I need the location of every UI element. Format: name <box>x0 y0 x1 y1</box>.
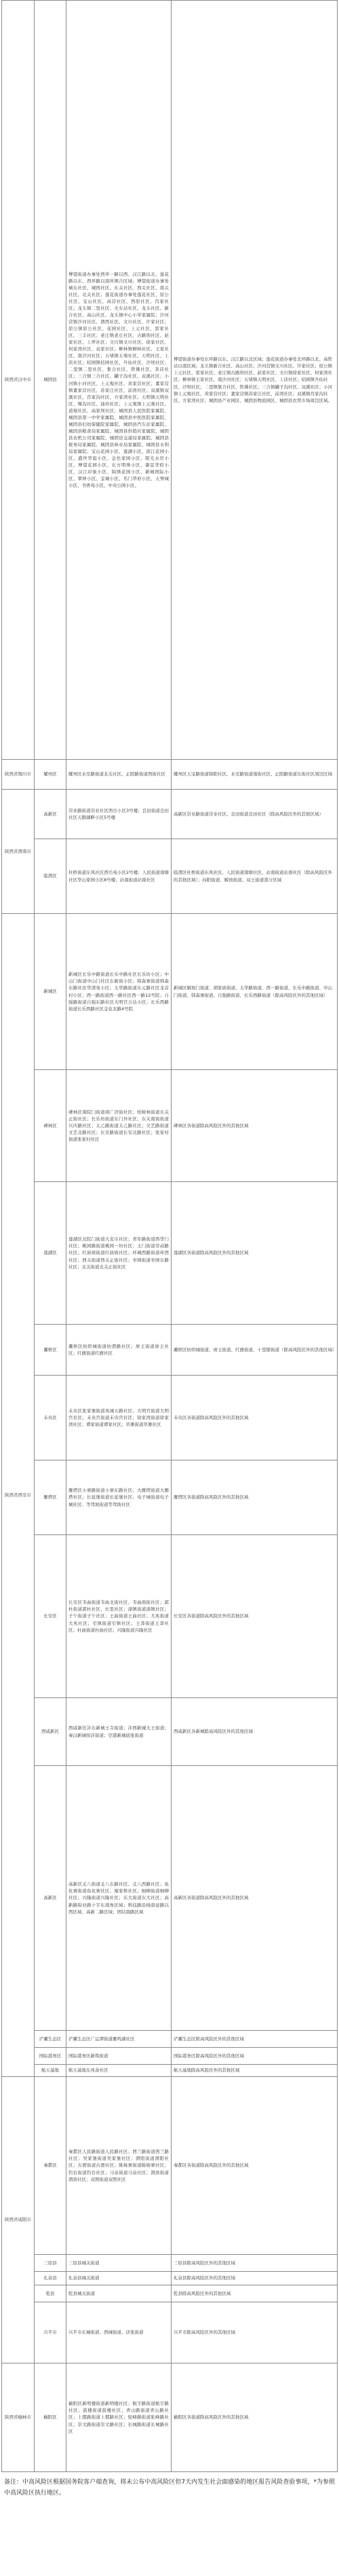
medium-risk-cell: 临渭区杜桥街道东风社区、人民街道南塘社区、站南街道站南社区（除高风险区外的其他区域）；向阳街道、解放街道、双王街道部分区域 <box>172 839 338 914</box>
table-row <box>2 1 338 760</box>
medium-risk-cell: 耀州区天宝路街道锦阳社区、永安路街道南街社区、正阳路街道东街社区周边区域 <box>172 760 338 790</box>
table-row <box>2 2255 338 2272</box>
table-row <box>2 2031 338 2048</box>
high-risk-cell: 莲湖区北院门街道大麦市社区；青年路街道西华门社区；桃园路街道桃园一坊社区；土门街道劳动路社区；红庙坡街道红庙坡社区；环城西路街道环西社区；西关街道西关正街社区；枣园街道枣园东路社区；北关街道北关正街社区 <box>66 1182 172 1325</box>
district-cell: 雁塔区 <box>35 1460 66 1535</box>
table-row <box>2 2077 338 2255</box>
district-cell: 秦都区 <box>35 2077 66 2255</box>
high-risk-cell: 乾县城关街道 <box>66 2285 172 2302</box>
district-cell: 西咸新区 <box>35 1698 66 1766</box>
risk-area-table <box>1 0 338 2472</box>
table-row <box>2 839 338 914</box>
medium-risk-cell: 浐灞生态区除高风险区外的其他区域 <box>172 2031 338 2048</box>
district-cell: 乾县 <box>35 2285 66 2302</box>
medium-risk-cell: 高新区各街道除高风险区外的其他区域 <box>172 1766 338 2031</box>
high-risk-cell: 礼泉县城关街道 <box>66 2272 172 2285</box>
district-cell: 高新区 <box>35 1766 66 2031</box>
table-row <box>2 1460 338 1535</box>
medium-risk-cell: 博望街道办事处东环路以东、汉江路以北区域；莲花街道办事处北环路以北、高铁站以南区域；龙头镇新合社区、高山社区；沙河营镇文川社区、许家社区；原公镇上元社区、雷家社区；老庄镇古路坝社区、赵家社区；文川镇徐家社区、何家湾社区；柳林镇王家社区、南沙河社区；五堵镇天明社区、上店社区；桔园镇升仙社区、沙坝社区；二里镇集合社区、铁佛社区；三合镇罐子沟社区、双溪社区；小河镇上元观社区、黄家营社区；董家营镇苏家庄社区、前湾社区；双溪镇肖家沟社区、方家湾社区；城固县产业园区、城固县物流园区、城固县农贸市场周边区域。 <box>172 1 338 760</box>
high-risk-cell: 榆阳区新明楼街道新明楼社区；航宇路街道航宇路社区；鼓楼街道鼓楼社区；青山路街道青山路社区；上郡路街道上郡路社区；驼峰路街道驼峰路社区；崇文路街道崇文路社区；长城路街道长城路社区 <box>66 2363 172 2472</box>
high-risk-cell: 高新区丈八街道丈八东路社区、丈八西路社区；鱼化寨街道鱼化寨社区、糜家桥社区；细柳街道细柳社区；兴隆街道兴隆社区；东大街道东大社区；高新路锦业路十字东南角区域；科技路沿线唐延路以西区域；高新二路区域；团结南路区域 <box>66 1766 172 2031</box>
region-cell: 陕西省西安市 <box>2 914 35 2077</box>
medium-risk-cell: 乾县除高风险区外的其他区域 <box>172 2285 338 2302</box>
region-cell: 陕西省榆林市 <box>2 2363 35 2472</box>
high-risk-cell: 杜桥街道东风社区西岳苑小区2号楼；人民街道南塘社区华山家园小区8号楼；站南街道站南社区 <box>66 839 172 914</box>
medium-risk-cell: 高新区崇业路街道崇业社区、良田街道良田社区（除高风险区外的其他区域） <box>172 790 338 839</box>
high-risk-cell: 新城区长乐中路街道长乐中路社区长乐坊小区；中山门街道中山门社区东新街小区；韩森寨街道韩森东路社区华清苑小区；太华路街道东元路社区龙首村小区；西一路街道西一路社区西一路12号院；自强路街道自强东路社区大明宫万达小区；长乐西路街道长乐西路社区金花北路4号院 <box>66 914 172 1070</box>
district-cell: 未央区 <box>35 1376 66 1460</box>
medium-risk-cell: 国际港务区除高风险区外的其他区域 <box>172 2048 338 2065</box>
document-page <box>1 0 338 2499</box>
table-row <box>2 2302 338 2363</box>
table-row <box>2 790 338 839</box>
table-row <box>2 2363 338 2472</box>
medium-risk-cell: 碑林区各街道除高风险区外的其他区域 <box>172 1070 338 1182</box>
high-risk-cell: 三原县城关街道 <box>66 2255 172 2272</box>
table-row <box>2 1182 338 1325</box>
medium-risk-cell: 礼泉县除高风险区外的其他区域 <box>172 2272 338 2285</box>
high-risk-cell: 航天基地东兆余社区 <box>66 2065 172 2077</box>
district-cell: 浐灞生态区 <box>35 2031 66 2048</box>
table-row <box>2 760 338 790</box>
medium-risk-cell: 长安区各街道除高风险区外的其他区域 <box>172 1535 338 1698</box>
region-cell: 陕西省渭南市 <box>2 790 35 914</box>
district-cell: 城固县 <box>35 1 66 760</box>
medium-risk-cell: 航天基地除高风险区外的其他区域 <box>172 2065 338 2077</box>
district-cell: 礼泉县 <box>35 2272 66 2285</box>
high-risk-cell: 碑林区南院门街道南广济街社区；柏树林街道东关正街社区；长乐坊街道东门外社区；东关南街街道兴庆路社区；太乙路街道太乙路社区；文艺路街道文艺北路社区；长安路街道长安北路社区；张家村街道张家村社区 <box>66 1070 172 1182</box>
high-risk-cell: 西咸新区沣东新城王寺街道；沣西新城大王街道；秦汉新城窑店街道；空港新城底张街道 <box>66 1698 172 1766</box>
high-risk-cell: 兴平市东城街道、西城街道、店张街道 <box>66 2302 172 2363</box>
region-cell: 陕西省咸阳市 <box>2 2077 35 2363</box>
high-risk-cell: 雁塔区小寨路街道小寨东路社区；大雁塔街道大雁塔社区；长延堡街道长延堡社区；电子城街道电子城社区；等驾坡街道等驾坡社区 <box>66 1460 172 1535</box>
district-cell: 莲湖区 <box>35 1182 66 1325</box>
medium-risk-cell: 西咸新区各新城除高风险区外的其他区域 <box>172 1698 338 1766</box>
medium-risk-cell: 榆阳区各街道除高风险区外的其他区域 <box>172 2363 338 2472</box>
district-cell: 国际港务区 <box>35 2048 66 2065</box>
district-cell: 航天基地 <box>35 2065 66 2077</box>
medium-risk-cell: 兴平市除高风险区外的其他区域 <box>172 2302 338 2363</box>
district-cell: 耀州区 <box>35 760 66 790</box>
high-risk-cell: 浐灞生态区广运潭街道雁鸣湖社区 <box>66 2031 172 2048</box>
table-row <box>2 1535 338 1698</box>
medium-risk-cell: 三原县除高风险区外的其他区域 <box>172 2255 338 2272</box>
table-row <box>2 1325 338 1376</box>
high-risk-cell: 崇业路街道崇业社区西岳小区3号楼；良田街道良田社区天鹅湖畔小区5号楼 <box>66 790 172 839</box>
table-row <box>2 1766 338 2031</box>
medium-risk-cell: 新城区解放门街道、胡家庙街道、太华路街道、西一路街道、长乐中路街道、中山门街道、韩森寨街道、自强路街道、长乐西路街道（除高风险区外的其他区域） <box>172 914 338 1070</box>
district-cell: 长安区 <box>35 1535 66 1698</box>
high-risk-cell: 未央区张家堡街道凤城五路社区；大明宫街道大明宫社区；未央宫街道未央宫社区；徐家湾街道徐家湾社区；谭家街道谭家社区；草滩街道草滩社区 <box>66 1376 172 1460</box>
table-row <box>2 914 338 1070</box>
medium-risk-cell: 莲湖区各街道除高风险区外的其他区域 <box>172 1182 338 1325</box>
district-cell: 临渭区 <box>35 839 66 914</box>
high-risk-cell: 灞桥区纺织城街道纺渭路社区；席王街道席王社区；红旗街道红旗社区 <box>66 1325 172 1376</box>
table-row <box>2 2285 338 2302</box>
medium-risk-cell: 雁塔区各街道除高风险区外的其他区域 <box>172 1460 338 1535</box>
district-cell: 榆阳区 <box>35 2363 66 2472</box>
footer-note: 备注：中高风险区根据国务院客户端查询，将未公布中高风险区但7天内发生社会面感染的地区报告风险查验事项，*为参照中高风险区执行地区。 <box>4 2479 335 2497</box>
table-row <box>2 1698 338 1766</box>
high-risk-cell: 博望街道办事处西环一路以西、汉江路以北、莲花路以东、西环路以南所围合区域；博望街道办事处城东社区、城西社区、东关社区、西关社区、南关社区、北关社区；莲花街道办事处莲花社区、原公社区、宝山社区、高营社区、西原社区、肖家社区；龙头镇二里社区、火车站社区、龙头社区、新合社区、高山社区、龙头镇中心小学家属院；沙河营镇沙河社区、渭西社区、文川社区、许家社区；原公镇原公社区、花园社区、上元社区、雷家社区、三丰社区；老庄镇老庄社区、古路坝社区、赵家社区、上坪社区；文川镇文川社区、徐家社区、何家湾社区、袁家社区；柳林镇柳林社区、王家社区、南沙河社区；五堵镇五堵社区、天明社区、上店社区；桔园镇桔园社区、升仙社区、沙坝社区；二里镇二里社区、集合社区、铁佛社区、茶店社区；三合镇三合社区、罐子沟社区、双溪社区；小河镇小河社区、上元观社区、黄家营社区；董家营镇董家营社区、苏家庄社区、前湾社区；双溪镇双溪社区、肖家沟社区、方家湾社区；天明镇天明社区、堰沟社区、油坊社区；上元观镇上元观社区、道观社区、高家坝社区；城固县人民医院家属院、城固县第一中学家属院、城固县中医医院家属院、城固县妇幼保健院家属院、城固县汽车站家属院、城固县粮食局家属院、城固县供销社家属院、城固县农机公司家属院、城固县交通局家属院、城固县税务局家属院、城固县林业局家属院、城固县水利局家属院；宝山花园小区、莲湖小区、滨江花园小区、盛世华庭小区、金色家园小区、阳光水岸小区、博望花园小区、东方明珠小区、御景华府小区、汉江印象小区、锦绣花园小区、新城国际小区、翠屏小区、金城小区、名门华府小区、天誉城小区、书香苑小区、中央公园小区。 <box>66 1 172 760</box>
high-risk-cell: 长安区韦曲街道韦曲北街社区、韦曲南街社区；郭杜街道郭杜社区、长里社区；滦镇街道滦镇社区；子午街道子午社区；王曲街道王曲社区；大兆街道大兆社区；引镇街道引镇社区；王莽街道王莽社区；杜曲街道杜曲社区；兴隆街道兴隆社区 <box>66 1535 172 1698</box>
district-cell: 新城区 <box>35 914 66 1070</box>
region-cell: 陕西省铜川市 <box>2 760 35 790</box>
high-risk-cell: 国际港务区新筑街道 <box>66 2048 172 2065</box>
medium-risk-cell: 秦都区各街道除高风险区外的其他区域 <box>172 2077 338 2255</box>
high-risk-cell: 秦都区人民路街道人民路社区；西兰路街道西兰路社区；吴家堡街道吴家堡社区；渭阳街道渭阳社区；古渡街道古渡社区；陈杨寨街道陈杨寨社区；钓台街道钓台社区；马泉街道马泉社区；渭滨街道渭滨社区；双照街道双照社区 <box>66 2077 172 2255</box>
medium-risk-cell: 灞桥区纺织城街道、席王街道、红旗街道、十里铺街道（除高风险区外的其他区域） <box>172 1325 338 1376</box>
region-cell: 陕西省汉中市 <box>2 1 35 760</box>
high-risk-cell: 耀州区永安路街道北关社区、正阳路街道西街社区 <box>66 760 172 790</box>
medium-risk-cell: 未央区各街道除高风险区外的其他区域 <box>172 1376 338 1460</box>
district-cell: 三原县 <box>35 2255 66 2272</box>
table-row <box>2 2048 338 2065</box>
table-row <box>2 1376 338 1460</box>
table-row <box>2 2065 338 2077</box>
district-cell: 兴平市 <box>35 2302 66 2363</box>
district-cell: 灞桥区 <box>35 1325 66 1376</box>
table-row <box>2 2272 338 2285</box>
district-cell: 碑林区 <box>35 1070 66 1182</box>
table-row <box>2 1070 338 1182</box>
district-cell: 高新区 <box>35 790 66 839</box>
